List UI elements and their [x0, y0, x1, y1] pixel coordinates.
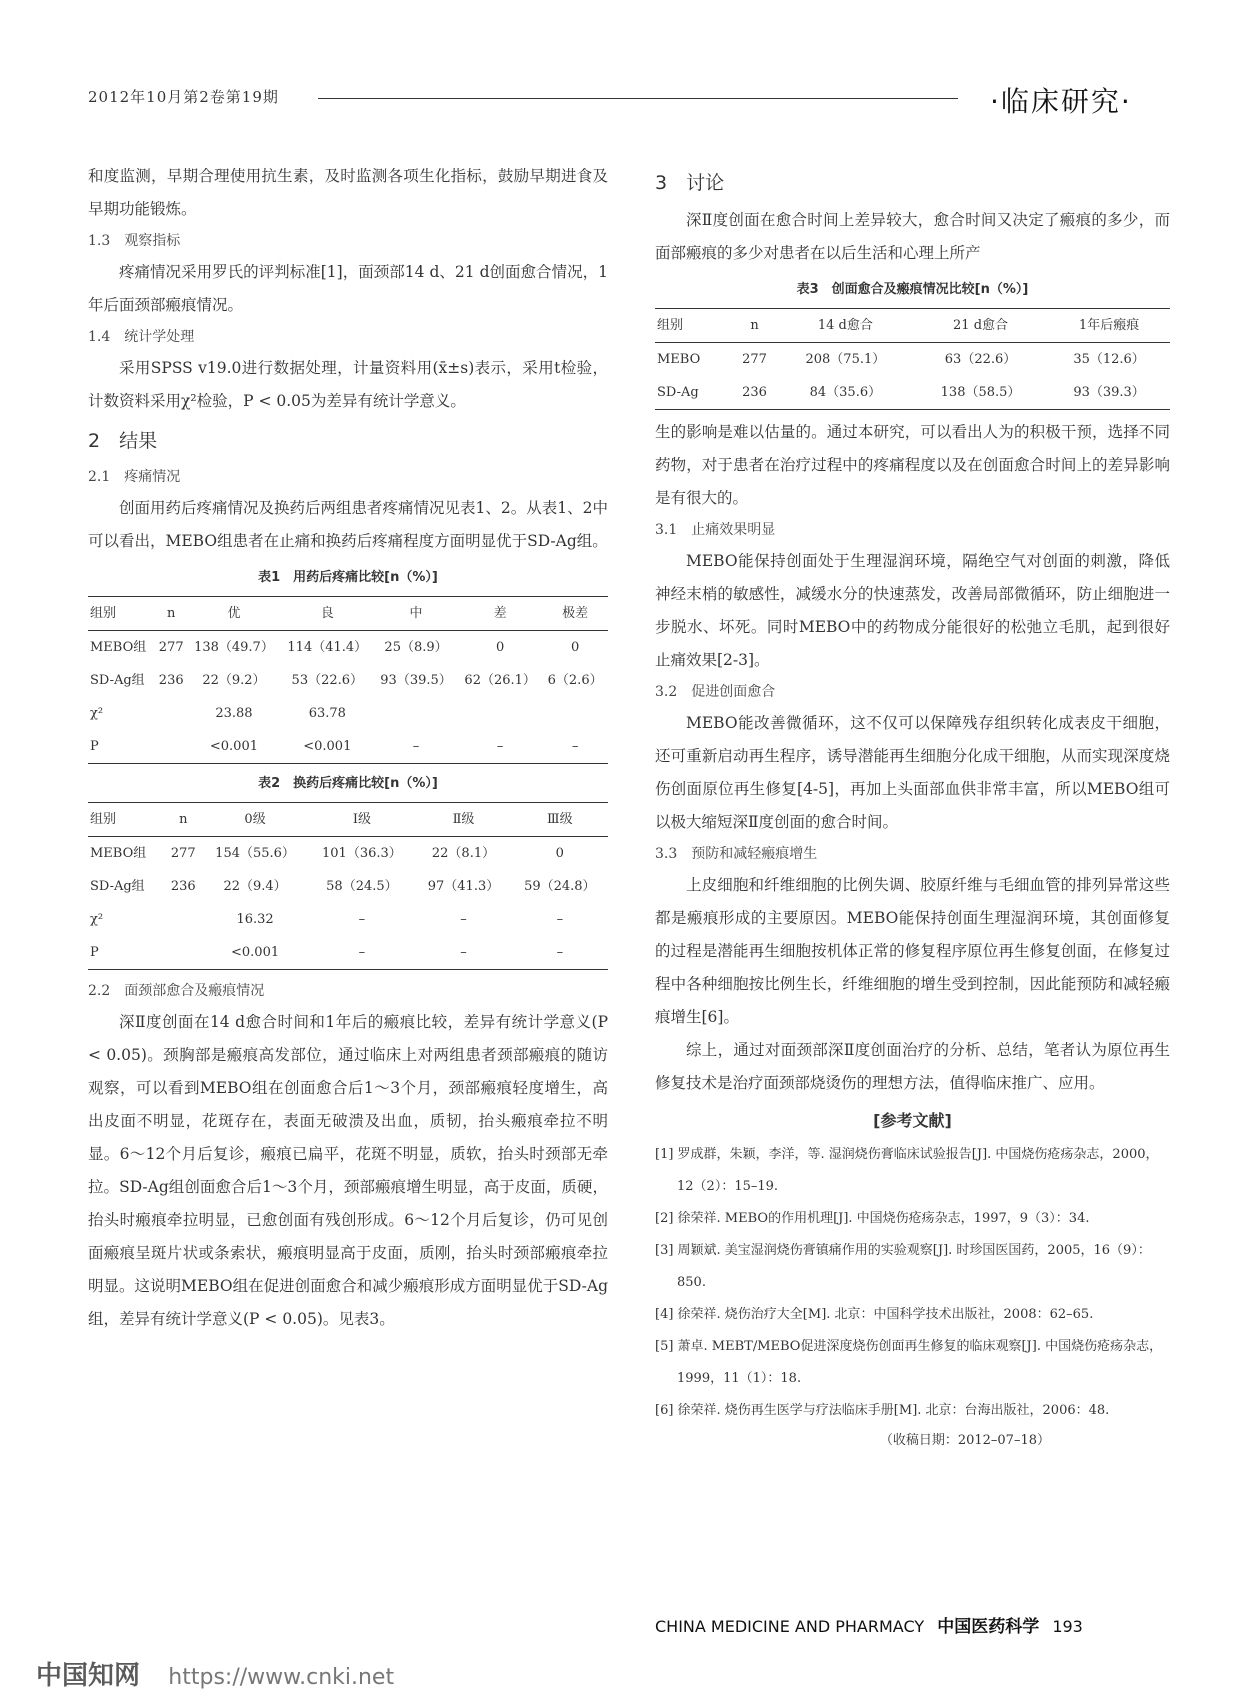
subsection-heading-3-3: 3.3 预防和减轻瘢痕增生 — [655, 846, 818, 862]
cnki-url[interactable]: https://www.cnki.net — [168, 1665, 395, 1690]
table-cell: 84（35.6） — [809, 385, 882, 400]
table-cell: – — [412, 739, 420, 754]
table-cell: – — [460, 945, 467, 960]
table-row — [655, 343, 1170, 377]
section-heading-discussion: 3 讨论 — [655, 172, 725, 194]
paragraph: 生的影响是难以估量的。通过本研究，可以看出人为的积极干预，选择不同药物，对于患者在治疗过程中的疼痛程度以及在创面愈合时间上的差异影响是有很大的。 — [655, 423, 1170, 507]
paragraph: 深Ⅱ度创面在愈合时间上差异较大，愈合时间又决定了瘢痕的多少，而面部瘢痕的多少对患者在以后生活和心理上所产 — [655, 211, 1170, 262]
journal-name-cn: 中国医药科学 — [937, 1617, 1040, 1637]
table-cell: SD-Ag组 — [90, 673, 145, 688]
table-cell — [155, 730, 187, 764]
table-cell: – — [358, 912, 366, 927]
cnki-watermark — [36, 1655, 394, 1692]
table-header-cell: 极差 — [562, 606, 589, 621]
table-cell: – — [556, 945, 564, 960]
table-3-caption: 表3 创面愈合及瘢痕情况比较[n（%）] — [796, 282, 1029, 297]
paragraph: 创面用药后疼痛情况及换药后两组患者疼痛情况见表1、2。从表1、2中可以看出，MEBO组患者在止痛和换药后疼痛程度方面明显优于SD-Ag组。 — [88, 499, 608, 550]
table-header-cell: 0级 — [244, 812, 266, 827]
reference-item: [4] 徐荣祥. 烧伤治疗大全[M]. 北京：中国科学技术出版社，2008：62–65. — [655, 1307, 1094, 1322]
table-cell: 0 — [555, 846, 564, 861]
paragraph: 和度监测，早期合理使用抗生素，及时监测各项生化指标，鼓励早期进食及早期功能锻炼。 — [88, 167, 608, 218]
subsection-heading-1-3: 1.3 观察指标 — [88, 233, 181, 249]
paragraph: 上皮细胞和纤维细胞的比例失调、胶原纤维与毛细血管的排列异常这些都是瘢痕形成的主要原因。MEBO能保持创面生理湿润环境，其创面修复的过程是潜能再生细胞按机体正常的修复程序原位再生修复创面，在修复过程中各种细胞按比例生长，纤维细胞的增生受到控制，因此能预防和减轻瘢痕增生[6]。 — [655, 876, 1170, 1026]
table-cell: – — [556, 912, 564, 927]
table-cell: <0.001 — [209, 739, 258, 754]
received-date: （收稿日期：2012–07–18） — [879, 1433, 1050, 1448]
table-header-cell: n — [750, 318, 759, 333]
table-header-cell: 组别 — [90, 606, 117, 621]
table-cell: 22（9.2） — [202, 673, 266, 688]
table-cell: 93（39.3） — [1073, 385, 1145, 400]
table-row — [88, 837, 608, 871]
table-row — [88, 631, 608, 665]
table-cell: MEBO — [657, 352, 701, 367]
reference-item: [5] 萧卓. MEBT/MEBO促进深度烧伤创面再生修复的临床观察[J]. 中国烧伤疮疡杂志，1999，11（1）：18. — [655, 1339, 1163, 1386]
table-cell: 22（8.1） — [431, 846, 496, 861]
table-cell: P — [90, 945, 99, 960]
table-cell — [458, 697, 542, 730]
table-cell: P — [90, 739, 99, 754]
table-row — [88, 903, 608, 936]
subsection-heading-2-2: 2.2 面颈部愈合及瘢痕情况 — [88, 983, 265, 999]
table-cell: 35（12.6） — [1073, 352, 1145, 367]
table-cell: 236 — [742, 385, 767, 400]
subsection-heading-2-1: 2.1 疼痛情况 — [88, 469, 181, 485]
table-cell: MEBO组 — [90, 846, 147, 861]
paragraph: 采用SPSS v19.0进行数据处理，计量资料用(x̄±s)表示，采用t检验，计数资料采用χ²检验，P < 0.05为差异有统计学意义。 — [88, 359, 608, 410]
reference-item: [3] 周颖斌. 美宝湿润烧伤膏镇痛作用的实验观察[J]. 时珍国医国药，2005，16（9）：850. — [655, 1243, 1151, 1290]
table-cell: MEBO组 — [90, 640, 147, 655]
table-cell — [165, 903, 202, 936]
section-heading-results: 2 结果 — [88, 430, 158, 452]
table-cell: – — [496, 739, 504, 754]
table-header-cell: Ⅰ级 — [352, 812, 371, 827]
table-3 — [655, 280, 1170, 410]
table-cell: 22（9.4） — [223, 879, 287, 894]
reference-item: [2] 徐荣祥. MEBO的作用机理[J]. 中国烧伤疮疡杂志，1997，9（3）：34. — [655, 1211, 1090, 1226]
table-header-cell: 14 d愈合 — [817, 318, 873, 333]
table-cell — [155, 697, 187, 730]
table-header-cell: 21 d愈合 — [953, 318, 1009, 333]
header-rule — [318, 98, 958, 99]
table-header-row — [88, 597, 608, 631]
cnki-logo: 中国知网 — [36, 1661, 141, 1691]
table-cell: 62（26.1） — [464, 673, 536, 688]
subsection-heading-3-1: 3.1 止痛效果明显 — [655, 522, 776, 538]
table-cell: 93（39.5） — [380, 673, 452, 688]
table-cell: 277 — [742, 352, 767, 367]
paragraph: 综上，通过对面颈部深Ⅱ度创面治疗的分析、总结，笔者认为原位再生修复技术是治疗面颈部烧烫伤的理想方法，值得临床推广、应用。 — [655, 1041, 1170, 1092]
paragraph: 疼痛情况采用罗氏的评判标准[1]，面颈部14 d、21 d创面愈合情况，1年后面颈部瘢痕情况。 — [88, 263, 608, 314]
table-header-cell: 良 — [320, 606, 334, 621]
table-cell: – — [460, 912, 467, 927]
references-title: [参考文献] — [873, 1111, 952, 1130]
table-header-row — [88, 803, 608, 837]
references-list — [655, 1139, 1170, 1427]
table-cell: 0 — [496, 640, 505, 655]
table-2-caption: 表2 换药后疼痛比较[n（%）] — [258, 776, 438, 791]
table-cell: 16.32 — [236, 912, 274, 927]
table-cell: 277 — [170, 846, 196, 861]
page-number: 193 — [1052, 1617, 1083, 1636]
table-header-cell: 差 — [493, 606, 507, 621]
table-cell: 154（55.6） — [215, 846, 295, 861]
table-row — [88, 730, 608, 764]
table-cell: 63（22.6） — [944, 352, 1017, 367]
table-cell: 23.88 — [215, 706, 253, 721]
table-cell: 236 — [158, 673, 184, 688]
right-column — [655, 160, 1170, 1455]
table-cell: χ² — [90, 912, 104, 927]
table-cell: 97（41.3） — [427, 879, 500, 894]
table-row — [88, 936, 608, 970]
table-cell: 58（24.5） — [326, 879, 398, 894]
table-cell: 138（58.5） — [940, 385, 1021, 400]
table-cell: 138（49.7） — [194, 640, 274, 655]
paragraph: MEBO能保持创面处于生理湿润环境，隔绝空气对创面的刺激，降低神经末梢的敏感性，减缓水分的快速蒸发，改善局部微循环，防止细胞进一步脱水、坏死。同时MEBO中的药物成分能很好的松弛立毛肌，起到很好止痛效果[2-3]。 — [655, 552, 1170, 669]
table-header-cell: 组别 — [90, 812, 117, 827]
table-cell: <0.001 — [231, 945, 280, 960]
table-cell: 63.78 — [308, 706, 346, 721]
paragraph: 深Ⅱ度创面在14 d愈合时间和1年后的瘢痕比较，差异有统计学意义(P < 0.05)。颈胸部是瘢痕高发部位，通过临床上对两组患者颈部瘢痕的随访观察，可以看到MEBO组在创面愈合后1～3个月，颈部瘢痕轻度增生，高出皮面不明显，花斑存在，表面无破溃及出血，质韧，抬头瘢痕牵拉不明显。6～12个月后复诊，瘢痕已扁平，花斑不明显，质软，抬头时颈部无牵拉。SD-Ag组创面愈合后1～3个月，颈部瘢痕增生明显，高于皮面，质硬，抬头时瘢痕牵拉明显，已愈创面有残创形成。6～12个月后复诊，仍可见创面瘢痕呈斑片状或条索状，瘢痕明显高于皮面，质刚，抬头时颈部瘢痕牵拉明显。这说明MEBO组在促进创面愈合和减少瘢痕形成方面明显优于SD-Ag组，差异有统计学意义(P < 0.05)。见表3。 — [88, 1013, 608, 1328]
table-cell: 208（75.1） — [805, 352, 886, 367]
journal-name-en: CHINA MEDICINE AND PHARMACY — [655, 1617, 925, 1636]
table-cell: 277 — [158, 640, 184, 655]
table-row — [88, 664, 608, 697]
table-cell: SD-Ag — [657, 385, 699, 400]
left-column — [88, 160, 608, 1336]
table-cell: – — [571, 739, 579, 754]
table-cell — [374, 697, 458, 730]
table-cell — [542, 697, 608, 730]
table-cell: 101（36.3） — [322, 846, 402, 861]
table-header-cell: n — [179, 812, 188, 827]
table-cell: χ² — [90, 706, 104, 721]
section-header: ·临床研究· — [990, 85, 1132, 118]
table-cell: – — [358, 945, 366, 960]
table-cell: 236 — [170, 879, 196, 894]
table-cell: 25（8.9） — [384, 640, 448, 655]
table-header-cell: Ⅱ级 — [452, 812, 475, 827]
paragraph: MEBO能改善微循环，这不仅可以保障残存组织转化成表皮干细胞，还可重新启动再生程序，诱导潜能再生细胞分化成干细胞，从而实现深度烧伤创面原位再生修复[4-5]，再加上头面部血供非常丰富，所以MEBO组可以极大缩短深Ⅱ度创面的愈合时间。 — [655, 714, 1170, 831]
table-header-cell: 优 — [227, 606, 241, 621]
table-cell: <0.001 — [303, 739, 352, 754]
table-1 — [88, 568, 608, 764]
page-footer — [655, 1612, 1083, 1637]
table-header-cell: 1年后瘢痕 — [1078, 318, 1140, 333]
table-2 — [88, 774, 608, 970]
table-header-cell: Ⅲ级 — [547, 812, 573, 827]
subsection-heading-1-4: 1.4 统计学处理 — [88, 329, 195, 345]
table-cell: 114（41.4） — [287, 640, 368, 655]
table-header-cell: 组别 — [657, 318, 684, 333]
table-cell: SD-Ag组 — [90, 879, 145, 894]
table-1-caption: 表1 用药后疼痛比较[n（%）] — [258, 570, 438, 585]
table-header-cell: 中 — [409, 606, 423, 621]
reference-item: [6] 徐荣祥. 烧伤再生医学与疗法临床手册[M]. 北京：台海出版社，2006：48. — [655, 1403, 1110, 1418]
table-cell: 0 — [570, 640, 580, 655]
table-cell: 6（2.6） — [547, 673, 603, 688]
issue-header: 2012年10月第2卷第19期 — [88, 88, 279, 106]
table-row — [88, 870, 608, 903]
subsection-heading-3-2: 3.2 促进创面愈合 — [655, 684, 776, 700]
table-cell: 53（22.6） — [291, 673, 364, 688]
table-row — [655, 376, 1170, 410]
table-cell — [165, 936, 202, 970]
table-cell: 59（24.8） — [524, 879, 596, 894]
reference-item: [1] 罗成群，朱颖，李洋，等. 湿润烧伤膏临床试验报告[J]. 中国烧伤疮疡杂志，2000，12（2）：15–19. — [655, 1147, 1159, 1194]
table-header-cell: n — [167, 606, 176, 621]
table-header-row — [655, 309, 1170, 343]
table-row — [88, 697, 608, 730]
